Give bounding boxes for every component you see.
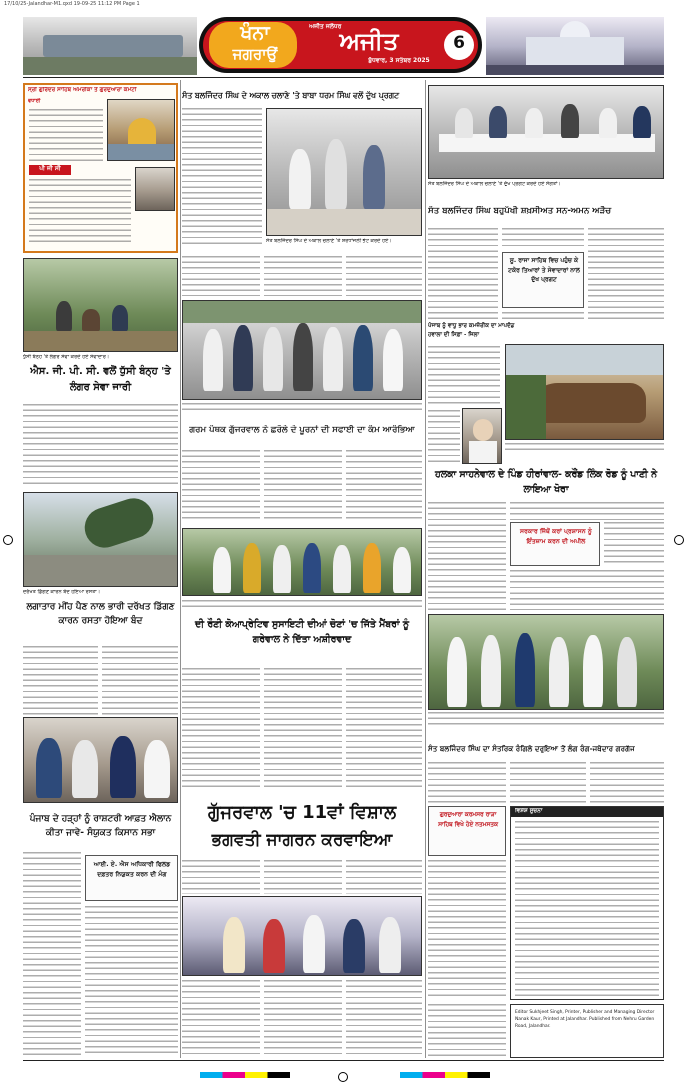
ad-portrait xyxy=(135,167,175,211)
ad-logo: ਪੀ ਜੀ ਸੀ xyxy=(39,165,61,172)
s8-box xyxy=(85,855,178,901)
s6-headline: ਲਗਾਤਾਰ ਮੀਂਹ ਪੈਣ ਨਾਲ ਭਾਰੀ ਦਰੱਖਤ ਡਿੱਗਣ ਕਾਰਨ ਰਸਤਾ ਹੋਇਆ ਬੰਦ xyxy=(26,602,175,626)
s5-photo xyxy=(182,528,422,596)
registration-mark-bottom xyxy=(338,1072,348,1082)
s9-headline-line2: ਭਗਵਤੀ ਜਾਗਰਨ ਕਰਵਾਇਆ xyxy=(211,830,393,850)
masthead-left-photo xyxy=(23,17,197,75)
fallen-tree-photo xyxy=(23,492,178,587)
s10-box xyxy=(428,806,506,856)
s1-photo xyxy=(266,108,422,236)
ad-title: ਸ੍ਰੀ ਗੁਰਿੰਦਰ ਸਾਹਿਬ ਅਮਰੀਕਾ ਤੇ ਗੁਰਦੁਆਰਾ ਕਮੇਟੀ xyxy=(28,87,137,93)
eroded-road-photo xyxy=(505,344,664,440)
imprint-text: Editor Sukhjeet Singh, Printer, Publisher and Managing Director Nanak Kaur, Printed at Jalandhar. Published from Nehru Garden Road, Jalandhar. xyxy=(515,1010,655,1029)
imprint-box xyxy=(510,1004,664,1058)
print-slug: 17/10/25-Jalandhar-M1.qxd 19-09-25 11:12 PM Page 1 xyxy=(4,1,140,7)
masthead-right-photo xyxy=(486,17,664,75)
brand-logo: ਅਜੀਤ xyxy=(339,27,399,55)
notice-box xyxy=(510,806,664,1000)
s2-box-text: ਸੂ. ਰਾਜਾ ਸਾਹਿਬ ਵਿਚ ਪਹੁੰਚ ਕੇ ਟਕੋਰ ਤਿਆਰਾਂ ਤੇ ਸੇਵਾਦਾਰਾਂ ਨਾਲ ਦੁੱਖ ਪ੍ਰਗਟ xyxy=(508,257,580,283)
section-name-line1: ਖੰਨਾ xyxy=(240,22,270,44)
registration-mark-left xyxy=(3,535,13,545)
langar-caption: ਧੁੱਸੀ ਬੰਨ੍ਹ 'ਤੇ ਲੰਗਰ ਸੇਵਾ ਕਰਦੇ ਹੋਏ ਸੇਵਾਦਾਰ। xyxy=(23,354,110,360)
s8-box-text: ਆਈ. ਏ. ਐਸ ਅਧਿਕਾਰੀ ਫਿਲਡ ਦਫ਼ਤਰ ਨਿਯੁਕਤ ਕਰਨ ਦੀ ਮੰਗ xyxy=(93,861,171,878)
s8-headline: ਪੰਜਾਬ ਦੇ ਹੜ੍ਹਾਂ ਨੂੰ ਰਾਸ਼ਟਰੀ ਆਫ਼ਤ ਐਲਾਨ ਕੀਤਾ ਜਾਵੇ- ਸੰਯੁਕਤ ਕਿਸਾਨ ਸਭਾ xyxy=(29,814,172,838)
masthead-date: ਬੁੱਧਵਾਰ, 3 ਸਤੰਬਰ 2025 xyxy=(368,57,430,64)
s9-headline-line1: ਗੁੱਜਰਵਾਲ 'ਚ 11ਵਾਂ ਵਿਸ਼ਾਲ xyxy=(207,802,397,823)
s2-box xyxy=(502,252,584,308)
ad-golden-temple-photo xyxy=(107,99,175,161)
s4-headline: ਗਰਮ ਪੰਥਕ ਗੁੱਜਰਵਾਲ ਨੇ ਛਰੋਲੇ ਦੇ ਪੂਰਨਾਂ ਦੀ ਸਫਾਈ ਦਾ ਕੰਮ ਆਰੰਭਿਆ xyxy=(189,425,415,435)
s7-headline: ਹਲਕਾ ਸਾਹਨੇਵਾਲ ਦੇ ਪਿੰਡ ਹੀਰਾਂਵਾਲ- ਕਰੌਂਡ ਲਿੰਕ ਰੋਡ ਨੂੰ ਪਾਣੀ ਨੇ ਲਾਇਆ ਖੋਰਾ xyxy=(435,469,657,495)
s10-headline: ਸੰਤ ਬਲਜਿੰਦਰ ਸਿੰਘ ਦਾ ਸੰਤਰਿਕ ਰੰਗਿਲੇ ਦਰੁਇਆ ਤੋਂ ਲੰਗ ਰੰਗ-ਜਥੇਦਾਰ ਗਰਗੱਜ xyxy=(428,744,635,753)
color-bar-left xyxy=(200,1072,290,1078)
s10-photo xyxy=(428,614,664,710)
official-portrait xyxy=(462,408,502,464)
brand-tagline: ਅਜੀਤ ਜਲੰਧਰ xyxy=(309,23,342,30)
s5-headline: ਦੀ ਰੌਣੀ ਕੋਆਪ੍ਰੇਟਿਵ ਸੁਸਾਇਟੀ ਦੀਆਂ ਚੋਣਾਂ 'ਚ ਜਿੱਤੇ ਮੈਂਬਰਾਂ ਨੂੰ ਗਰੇਵਾਲ ਨੇ ਦਿੱਤਾ ਅਸ਼ੀਰਵਾਦ xyxy=(195,619,409,645)
s1-headline: ਸੰਤ ਬਲਜਿੰਦਰ ਸਿੰਘ ਦੇ ਅਕਾਲ ਚਲਾਣੇ 'ਤੇ ਬਾਬਾ ਧਰਮ ਸਿੰਘ ਵਲੋਂ ਦੁੱਖ ਪ੍ਰਗਟ xyxy=(182,91,399,100)
s7-box-text: ਸਰਕਾਰ ਜਿੱਥੋਂ ਕਰਾਂ ਪ੍ਰਸ਼ਾਸਨ ਨੂੰ ਇੰਤਜ਼ਾਮ ਕਰਨ ਦੀ ਅਪੀਲ xyxy=(520,528,592,545)
s3-headline: ਐਸ. ਜੀ. ਪੀ. ਸੀ. ਵਲੋਂ ਧੁੱਸੀ ਬੰਨ੍ਹ 'ਤੇ ਲੰਗਰ ਸੇਵਾ ਜਾਰੀ xyxy=(30,366,171,393)
fallen-tree-caption: ਦਰੱਖਤ ਡਿੱਗਣ ਕਾਰਨ ਬੰਦ ਹੋਇਆ ਰਸਤਾ। xyxy=(23,589,101,595)
kisan-sabha-photo xyxy=(23,717,178,803)
s2-headline: ਸੰਤ ਬਲਜਿੰਦਰ ਸਿੰਘ ਬਹੁਪੱਖੀ ਸ਼ਖ਼ਸੀਅਤ ਸਨ-ਅਮਨ ਅੜੈਚ xyxy=(428,206,612,216)
registration-mark-right xyxy=(674,535,684,545)
s7-box xyxy=(510,522,600,566)
s9-photo xyxy=(182,896,422,976)
langar-photo xyxy=(23,258,178,352)
notice-box-title: ਵਿਸ਼ੇਸ਼ ਸੂਚਨਾ xyxy=(515,808,543,814)
s2-caption: ਸੰਤ ਬਲਜਿੰਦਰ ਸਿੰਘ ਦੇ ਅਕਾਲ ਚਲਾਣੇ 'ਤੇ ਦੁੱਖ ਪ੍ਰਗਟ ਕਰਦੇ ਹੋਏ ਸੰਗਤਾਂ। xyxy=(428,181,561,187)
ad-subtitle: ਵਧਾਈ xyxy=(28,98,41,104)
s10-box-text: ਗੁਰਦੁਆਰਾ ਕਰਮਸਰ ਰਾੜਾ ਸਾਹਿਬ ਵਿਖੇ ਹੋਏ ਨਤਮਸਤਕ xyxy=(438,812,498,828)
ad-box xyxy=(23,83,178,253)
masthead-banner xyxy=(199,17,482,73)
section-name-line2: ਜਗਰਾਉਂ xyxy=(232,45,278,63)
color-bar-right xyxy=(400,1072,490,1078)
s2-photo xyxy=(428,85,664,179)
s1-caption: ਸੰਤ ਬਲਜਿੰਦਰ ਸਿੰਘ ਦੇ ਅਕਾਲ ਚਲਾਣੇ 'ਤੇ ਸ਼ਰਧਾਂਜਲੀ ਭੇਟ ਕਰਦੇ ਹੋਏ। xyxy=(266,238,392,244)
page-number: 6 xyxy=(453,33,465,53)
s4-photo xyxy=(182,300,422,400)
s7-sub: ਪੰਜਾਬ ਨੂੰ ਵਾਧੂ ਭਾਰ ਕਮਜ਼ੋਰੀਕ ਦਾ ਮਾਪਦੰਡ ਹਵਾਲਾ ਦੀ ਸਿਫ਼ਾ - ਜਿਲਾ xyxy=(428,323,515,338)
